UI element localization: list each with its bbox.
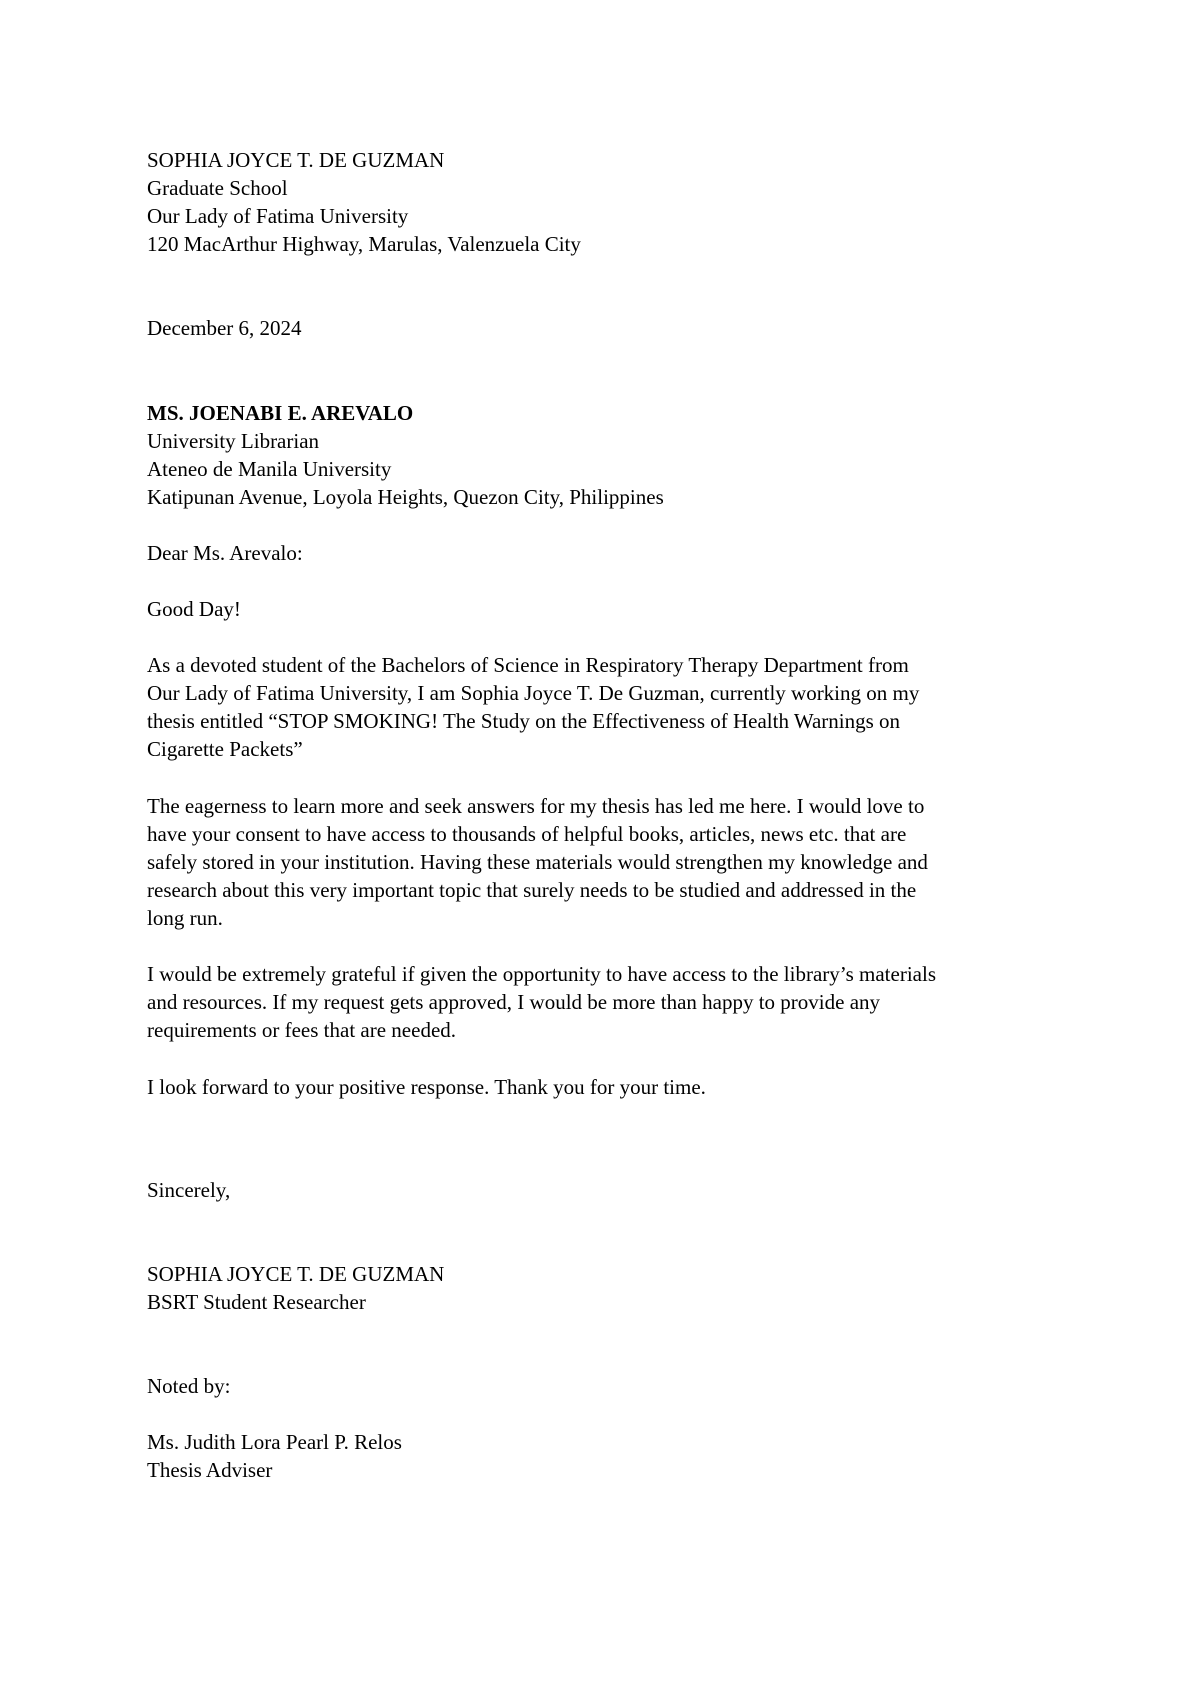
sender-department: Graduate School (147, 176, 288, 200)
paragraph-line: safely stored in your institution. Having these materials would strengthen my knowledge and (147, 850, 928, 874)
paragraph-line: research about this very important topic that surely needs to be studied and addressed in the (147, 878, 917, 902)
sender-institution: Our Lady of Fatima University (147, 204, 409, 228)
noted-name: Ms. Judith Lora Pearl P. Relos (147, 1430, 402, 1454)
paragraph-line: thesis entitled “STOP SMOKING! The Study on the Effectiveness of Health Warnings on (147, 709, 901, 733)
paragraph-line: and resources. If my request gets approved, I would be more than happy to provide any (147, 990, 881, 1014)
noted-label: Noted by: (147, 1374, 231, 1398)
paragraph-line: As a devoted student of the Bachelors of Science in Respiratory Therapy Department from (147, 653, 909, 677)
noted-role: Thesis Adviser (147, 1458, 273, 1482)
paragraph-line: I would be extremely grateful if given the opportunity to have access to the library’s materials (147, 962, 936, 986)
signature-role: BSRT Student Researcher (147, 1290, 366, 1314)
recipient-address: Katipunan Avenue, Loyola Heights, Quezon City, Philippines (147, 485, 664, 509)
paragraph-line: have your consent to have access to thousands of helpful books, articles, news etc. that are (147, 822, 907, 846)
recipient-title: University Librarian (147, 429, 320, 453)
paragraph-line: long run. (147, 906, 223, 930)
recipient-institution: Ateneo de Manila University (147, 457, 392, 481)
paragraph-line: requirements or fees that are needed. (147, 1018, 457, 1042)
paragraph-line: Cigarette Packets” (147, 737, 303, 761)
salutation: Dear Ms. Arevalo: (147, 541, 303, 565)
paragraph-line: Our Lady of Fatima University, I am Sophia Joyce T. De Guzman, currently working on my (147, 681, 920, 705)
paragraph-line: The eagerness to learn more and seek answers for my thesis has led me here. I would love to (147, 794, 925, 818)
closing: Sincerely, (147, 1178, 231, 1202)
signature-name: SOPHIA JOYCE T. DE GUZMAN (147, 1262, 445, 1286)
letter-date: December 6, 2024 (147, 316, 302, 340)
sender-address: 120 MacArthur Highway, Marulas, Valenzuela City (147, 232, 581, 256)
sender-name: SOPHIA JOYCE T. DE GUZMAN (147, 148, 445, 172)
greeting: Good Day! (147, 597, 241, 621)
paragraph-line: I look forward to your positive response. Thank you for your time. (147, 1075, 706, 1099)
recipient-name: MS. JOENABI E. AREVALO (147, 401, 414, 425)
